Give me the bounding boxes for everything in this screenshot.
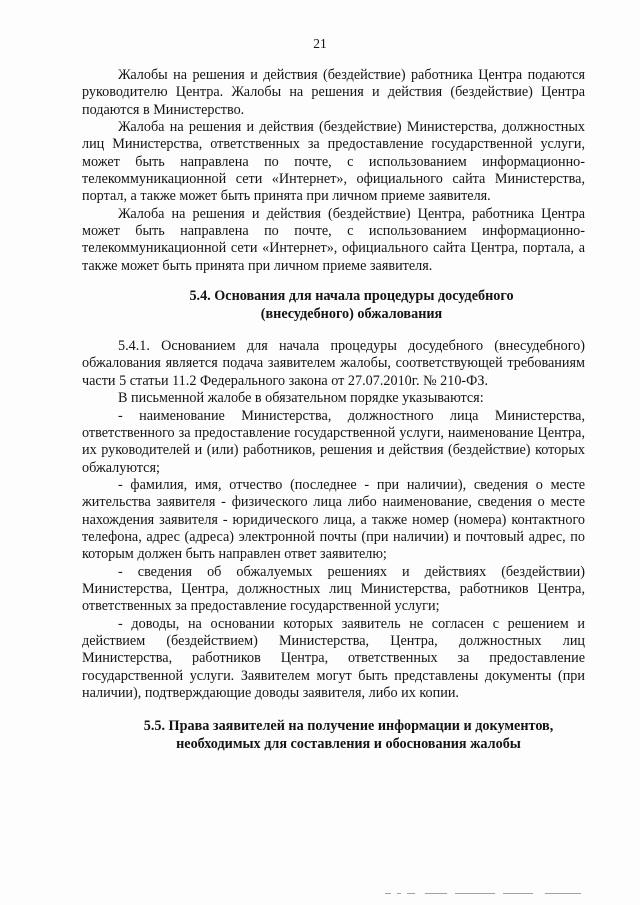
list-item-applicant-details: - фамилия, имя, отчество (последнее - при наличии), сведения о месте жительства заявителя - физического лица либо наименование, сведения о месте нахождения заявителя - юридического лица, а также номер (номера) контактного телефона, адрес (адреса) электронной почты (при наличии) и почтовый адрес, по которым должен быть направлен ответ заявителю; — [82, 476, 585, 563]
paragraph-complaints-ministry: Жалоба на решения и действия (бездействие) Министерства, должностных лиц Министерства, ответственных за предоставление государственной услуги, может быть направлена по почте, с использованием информационно-телекоммуникационной сети «Интернет», официального сайта Министерства, портал, а также может быть принята при личном приеме заявителя. — [82, 119, 585, 205]
section-5-5-heading-line1: 5.5. Права заявителей на получение информации и документов, — [143, 718, 554, 735]
list-item-names: - наименование Министерства, должностного лица Министерства, ответственного за предоставление государственной услуги, наименование Центра, их руководителей и (или) работников, решения и действия (бездействие) которых обжалуются; — [82, 407, 585, 476]
section-5-5-heading-line2: необходимых для составления и обоснования жалобы — [176, 735, 521, 752]
list-item-arguments: - доводы, на основании которых заявитель не согласен с решением и действием (бездействием) Министерства, Центра, должностных лиц Министерства, работников Центра, ответственных за предоставление государственной услуги. Заявителем могут быть представлены документы (при наличии), подтверждающие доводы заявителя, либо их копии. — [82, 615, 585, 701]
scan-artifact-marks — [385, 893, 585, 896]
section-5-4-heading-line2: (внесудебного) обжалования — [260, 305, 443, 322]
paragraph-complaints-center-worker: Жалобы на решения и действия (бездействие) работника Центра подаются руководителю Центра. Жалобы на решения и действия (бездействие) Центра подаются в Министерство. — [82, 67, 585, 118]
list-item-appealed-decisions: - сведения об обжалуемых решениях и действиях (бездействии) Министерства, Центра, должностных лиц Министерства, работников Центра, ответственных за предоставление государственной услуги; — [82, 563, 585, 615]
paragraph-5-4-1: 5.4.1. Основанием для начала процедуры досудебного (внесудебного) обжалования является подача заявителем жалобы, соответствующей требованиям части 5 статьи 11.2 Федерального закона от 27.07.2010г. № 210-ФЗ. — [82, 338, 585, 389]
page-number: 21 — [313, 36, 327, 51]
paragraph-complaints-center: Жалоба на решения и действия (бездействие) Центра, работника Центра может быть направлена по почте, с использованием информационно-телекоммуникационной сети «Интернет», официального сайта Центра, портала, а также может быть принята при личном приеме заявителя. — [82, 205, 585, 274]
section-5-4-heading-line1: 5.4. Основания для начала процедуры досудебного — [189, 288, 514, 305]
document-body — [82, 67, 585, 753]
section-5-5-heading — [82, 718, 585, 753]
paragraph-written-complaint-intro: В письменной жалобе в обязательном порядке указываются: — [118, 390, 484, 407]
section-5-4-heading — [82, 288, 585, 323]
